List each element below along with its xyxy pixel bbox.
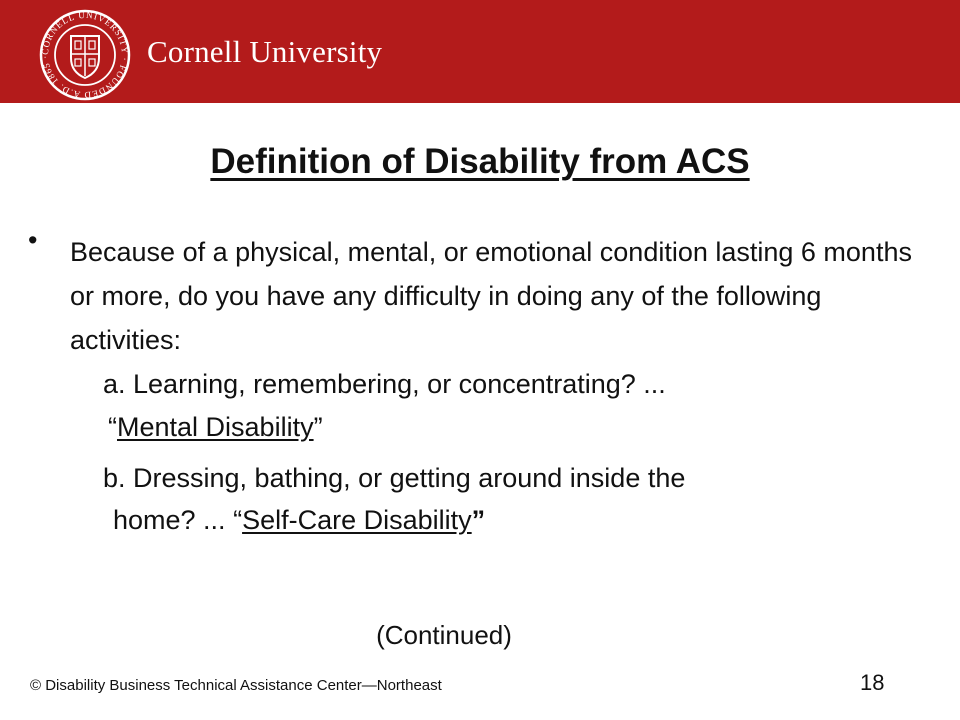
bullet-marker: • [28, 225, 38, 255]
item-a-open-quote: “ [108, 412, 117, 442]
mental-disability-label: Mental Disability [117, 412, 314, 442]
item-b-question: b. Dressing, bathing, or getting around inside the [103, 463, 686, 493]
slide-title: Definition of Disability from ACS [210, 142, 750, 181]
footer-copyright: © Disability Business Technical Assistance Center—Northeast [30, 677, 442, 694]
slide-number: 18 [860, 670, 885, 695]
university-wordmark: Cornell University [147, 34, 383, 69]
item-a-question: a. Learning, remembering, or concentrating? ... [103, 369, 666, 399]
item-b-open-quote: “ [233, 505, 243, 535]
self-care-disability-label: Self-Care Disability [242, 505, 472, 535]
bullet-text: Because of a physical, mental, or emotional condition lasting 6 months or more, do you have any difficulty in doing any of the following activities: [70, 237, 912, 355]
item-a-close-quote: ” [313, 412, 323, 442]
seal-text: CORNELL UNIVERSITY · FOUNDED A.D. 1865 · [39, 9, 131, 101]
header-band [0, 0, 960, 103]
cornell-seal-icon [38, 8, 132, 102]
item-b-continuation: home? ... [113, 505, 234, 535]
item-b-answer [113, 499, 485, 542]
continued-note: (Continued) [376, 620, 512, 650]
item-a-answer [108, 406, 323, 449]
item-b-close-quote: ” [471, 505, 486, 535]
